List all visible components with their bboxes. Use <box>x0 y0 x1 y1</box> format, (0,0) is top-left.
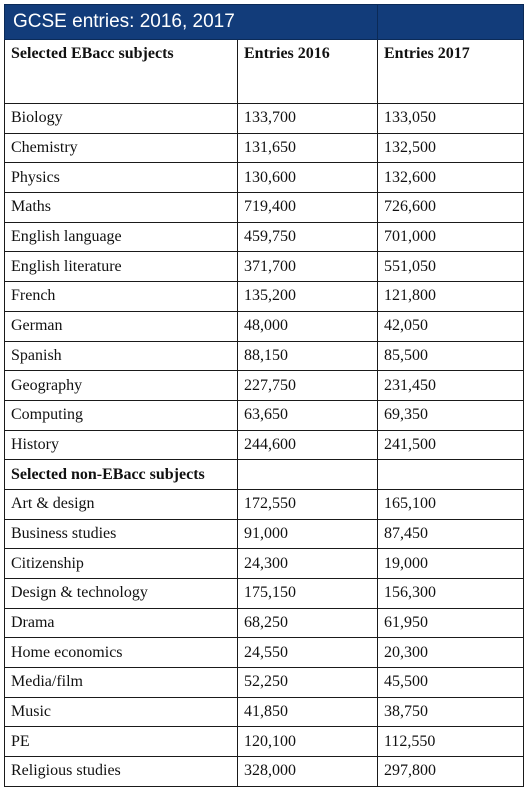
section-label: Selected non-EBacc subjects <box>5 460 238 490</box>
section-row-non-ebacc <box>5 460 524 490</box>
table-row <box>5 727 524 757</box>
header-subject: Selected EBacc subjects <box>5 40 238 104</box>
entries-2016-cell: 91,000 <box>238 519 378 549</box>
entries-2016-cell: 135,200 <box>238 282 378 312</box>
entries-2016-cell: 133,700 <box>238 104 378 134</box>
entries-2017-cell: 38,750 <box>378 697 524 727</box>
table-row <box>5 282 524 312</box>
table-row <box>5 252 524 282</box>
entries-2017-cell: 165,100 <box>378 489 524 519</box>
subject-cell: Music <box>5 697 238 727</box>
entries-2017-cell: 87,450 <box>378 519 524 549</box>
subject-cell: Computing <box>5 400 238 430</box>
entries-2017-cell: 20,300 <box>378 638 524 668</box>
gcse-entries-table-container <box>4 4 523 787</box>
entries-2017-cell: 132,500 <box>378 133 524 163</box>
subject-cell: Citizenship <box>5 549 238 579</box>
entries-2016-cell: 244,600 <box>238 430 378 460</box>
table-row <box>5 163 524 193</box>
subject-cell: Media/film <box>5 668 238 698</box>
entries-2016-cell: 48,000 <box>238 311 378 341</box>
subject-cell: Business studies <box>5 519 238 549</box>
subject-cell: Drama <box>5 608 238 638</box>
table-row <box>5 549 524 579</box>
entries-2016-cell: 88,150 <box>238 341 378 371</box>
entries-2016-cell: 371,700 <box>238 252 378 282</box>
table-row <box>5 608 524 638</box>
entries-2016-cell: 328,000 <box>238 757 378 787</box>
table-row <box>5 400 524 430</box>
entries-2016-cell: 24,550 <box>238 638 378 668</box>
entries-2017-cell: 551,050 <box>378 252 524 282</box>
entries-2017-cell: 121,800 <box>378 282 524 312</box>
table-row <box>5 371 524 401</box>
subject-cell: Geography <box>5 371 238 401</box>
gcse-entries-table <box>4 4 524 787</box>
table-row <box>5 579 524 609</box>
table-row <box>5 697 524 727</box>
subject-cell: English literature <box>5 252 238 282</box>
table-row <box>5 430 524 460</box>
section-empty-cell <box>238 460 378 490</box>
table-header-row <box>5 40 524 104</box>
entries-2017-cell: 241,500 <box>378 430 524 460</box>
subject-cell: French <box>5 282 238 312</box>
entries-2017-cell: 132,600 <box>378 163 524 193</box>
subject-cell: Physics <box>5 163 238 193</box>
table-row <box>5 341 524 371</box>
entries-2016-cell: 68,250 <box>238 608 378 638</box>
entries-2016-cell: 172,550 <box>238 489 378 519</box>
subject-cell: German <box>5 311 238 341</box>
entries-2017-cell: 297,800 <box>378 757 524 787</box>
table-row <box>5 133 524 163</box>
subject-cell: Maths <box>5 193 238 223</box>
subject-cell: Art & design <box>5 489 238 519</box>
entries-2017-cell: 19,000 <box>378 549 524 579</box>
entries-2017-cell: 45,500 <box>378 668 524 698</box>
entries-2016-cell: 120,100 <box>238 727 378 757</box>
subject-cell: Religious studies <box>5 757 238 787</box>
entries-2016-cell: 719,400 <box>238 193 378 223</box>
table-row <box>5 668 524 698</box>
entries-2016-cell: 459,750 <box>238 222 378 252</box>
entries-2017-cell: 231,450 <box>378 371 524 401</box>
entries-2017-cell: 112,550 <box>378 727 524 757</box>
subject-cell: Design & technology <box>5 579 238 609</box>
entries-2016-cell: 41,850 <box>238 697 378 727</box>
table-row <box>5 757 524 787</box>
entries-2017-cell: 42,050 <box>378 311 524 341</box>
table-row <box>5 489 524 519</box>
subject-cell: PE <box>5 727 238 757</box>
subject-cell: English language <box>5 222 238 252</box>
entries-2016-cell: 63,650 <box>238 400 378 430</box>
header-entries-2017: Entries 2017 <box>378 40 524 104</box>
table-row <box>5 638 524 668</box>
entries-2017-cell: 156,300 <box>378 579 524 609</box>
table-title-row <box>5 5 524 40</box>
section-empty-cell <box>378 460 524 490</box>
entries-2017-cell: 726,600 <box>378 193 524 223</box>
table-row <box>5 519 524 549</box>
table-row <box>5 222 524 252</box>
entries-2016-cell: 130,600 <box>238 163 378 193</box>
entries-2016-cell: 227,750 <box>238 371 378 401</box>
entries-2017-cell: 69,350 <box>378 400 524 430</box>
entries-2016-cell: 175,150 <box>238 579 378 609</box>
subject-cell: Home economics <box>5 638 238 668</box>
table-title: GCSE entries: 2016, 2017 <box>5 5 378 40</box>
subject-cell: Chemistry <box>5 133 238 163</box>
subject-cell: Biology <box>5 104 238 134</box>
entries-2016-cell: 52,250 <box>238 668 378 698</box>
entries-2017-cell: 61,950 <box>378 608 524 638</box>
table-row <box>5 311 524 341</box>
header-entries-2016: Entries 2016 <box>238 40 378 104</box>
table-title-empty-cell <box>378 5 524 40</box>
entries-2017-cell: 701,000 <box>378 222 524 252</box>
entries-2017-cell: 85,500 <box>378 341 524 371</box>
table-row <box>5 104 524 134</box>
entries-2017-cell: 133,050 <box>378 104 524 134</box>
entries-2016-cell: 24,300 <box>238 549 378 579</box>
subject-cell: Spanish <box>5 341 238 371</box>
table-row <box>5 193 524 223</box>
entries-2016-cell: 131,650 <box>238 133 378 163</box>
subject-cell: History <box>5 430 238 460</box>
